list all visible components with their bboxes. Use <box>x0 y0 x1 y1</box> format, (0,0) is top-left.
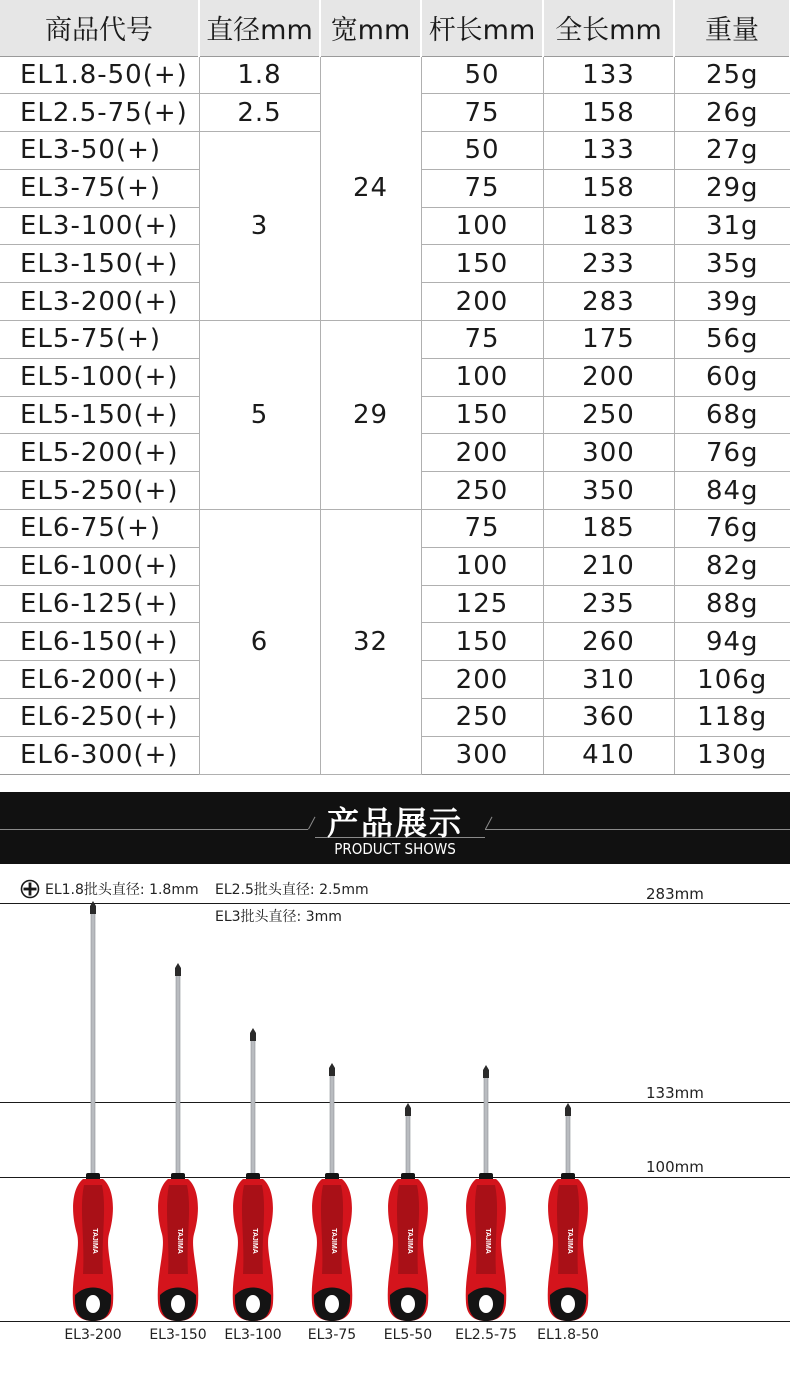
handle-brand-text: TAJIMA <box>330 1228 337 1254</box>
note-el18-diameter: EL1.8批头直径: 1.8mm <box>45 882 199 898</box>
screwdriver <box>466 1065 507 1321</box>
cell-model: EL6-150(+) <box>0 623 199 661</box>
phillips-tip <box>483 1065 489 1078</box>
product-showcase <box>0 864 790 1385</box>
cell-shaft-length: 75 <box>421 94 543 132</box>
table-row <box>0 510 790 548</box>
cell-weight: 27g <box>674 132 790 170</box>
phillips-tip <box>175 963 181 976</box>
cell-width: 29 <box>320 321 421 510</box>
cell-model: EL5-150(+) <box>0 396 199 434</box>
cell-shaft-length: 200 <box>421 283 543 321</box>
cell-diameter: 3 <box>199 132 320 321</box>
hang-hole <box>561 1295 575 1313</box>
length-label-283: 283mm <box>646 885 704 903</box>
handle-brand-text: TAJIMA <box>566 1228 573 1254</box>
cell-shaft-length: 250 <box>421 472 543 510</box>
cell-total-length: 283 <box>543 283 674 321</box>
cell-total-length: 133 <box>543 56 674 94</box>
cell-total-length: 233 <box>543 245 674 283</box>
screwdriver <box>388 1103 429 1321</box>
cell-diameter: 5 <box>199 321 320 510</box>
cell-model: EL6-300(+) <box>0 736 199 774</box>
handle-brand-text: TAJIMA <box>484 1228 491 1254</box>
phillips-tip <box>250 1028 256 1041</box>
tool-label: EL2.5-75 <box>455 1327 517 1343</box>
cell-weight: 76g <box>674 434 790 472</box>
cell-total-length: 185 <box>543 510 674 548</box>
screwdriver <box>73 901 114 1321</box>
screwdriver-lineup <box>0 864 790 1385</box>
cell-weight: 35g <box>674 245 790 283</box>
tool-label: EL3-75 <box>307 1327 357 1343</box>
cell-weight: 56g <box>674 321 790 359</box>
cell-shaft-length: 200 <box>421 661 543 699</box>
cell-model: EL6-125(+) <box>0 585 199 623</box>
cell-width: 32 <box>320 510 421 775</box>
tool-label: EL1.8-50 <box>537 1327 599 1343</box>
phillips-tip <box>565 1103 571 1116</box>
cell-shaft-length: 75 <box>421 321 543 359</box>
header-diameter: 直径mm <box>199 0 320 56</box>
cell-shaft-length: 150 <box>421 623 543 661</box>
tool-label: EL3-200 <box>64 1327 122 1343</box>
cell-weight: 130g <box>674 736 790 774</box>
cell-model: EL3-50(+) <box>0 132 199 170</box>
cell-model: EL3-100(+) <box>0 207 199 245</box>
banner-title: 产品展示 <box>326 804 463 842</box>
cell-shaft-length: 50 <box>421 56 543 94</box>
cell-total-length: 360 <box>543 699 674 737</box>
handle-brand-text: TAJIMA <box>176 1228 183 1254</box>
cell-weight: 118g <box>674 699 790 737</box>
cell-weight: 76g <box>674 510 790 548</box>
cell-shaft-length: 200 <box>421 434 543 472</box>
cell-diameter: 2.5 <box>199 94 320 132</box>
cell-model: EL3-200(+) <box>0 283 199 321</box>
cell-total-length: 183 <box>543 207 674 245</box>
header-shaft-length: 杆长mm <box>421 0 543 56</box>
cell-shaft-length: 75 <box>421 510 543 548</box>
cell-weight: 31g <box>674 207 790 245</box>
cell-total-length: 350 <box>543 472 674 510</box>
cell-weight: 60g <box>674 358 790 396</box>
cell-model: EL5-100(+) <box>0 358 199 396</box>
screwdriver-shaft <box>406 1114 410 1183</box>
phillips-tip <box>90 901 96 914</box>
cell-weight: 84g <box>674 472 790 510</box>
cell-weight: 29g <box>674 169 790 207</box>
screwdriver-shaft <box>91 912 95 1183</box>
length-label-133: 133mm <box>646 1084 704 1102</box>
cell-weight: 25g <box>674 56 790 94</box>
cell-total-length: 200 <box>543 358 674 396</box>
screwdriver-shaft <box>176 974 180 1183</box>
handle-brand-text: TAJIMA <box>91 1228 98 1254</box>
cell-weight: 88g <box>674 585 790 623</box>
cell-model: EL5-75(+) <box>0 321 199 359</box>
cell-shaft-length: 100 <box>421 358 543 396</box>
tool-label: EL3-100 <box>224 1327 282 1343</box>
screwdriver-shaft <box>251 1039 255 1183</box>
cell-total-length: 260 <box>543 623 674 661</box>
cell-total-length: 300 <box>543 434 674 472</box>
phillips-tip <box>405 1103 411 1116</box>
cell-model: EL6-100(+) <box>0 547 199 585</box>
cell-diameter: 1.8 <box>199 56 320 94</box>
cell-total-length: 310 <box>543 661 674 699</box>
handle-brand-text: TAJIMA <box>251 1228 258 1254</box>
hang-hole <box>401 1295 415 1313</box>
cell-model: EL1.8-50(+) <box>0 56 199 94</box>
cell-shaft-length: 125 <box>421 585 543 623</box>
product-banner <box>0 792 790 864</box>
cell-total-length: 410 <box>543 736 674 774</box>
header-total-length: 全长mm <box>543 0 674 56</box>
cell-weight: 94g <box>674 623 790 661</box>
cell-total-length: 235 <box>543 585 674 623</box>
header-model: 商品代号 <box>0 0 199 56</box>
header-width: 宽mm <box>320 0 421 56</box>
cell-total-length: 175 <box>543 321 674 359</box>
cell-model: EL2.5-75(+) <box>0 94 199 132</box>
cell-weight: 26g <box>674 94 790 132</box>
cell-shaft-length: 300 <box>421 736 543 774</box>
handle-brand-text: TAJIMA <box>406 1228 413 1254</box>
cell-weight: 39g <box>674 283 790 321</box>
cell-total-length: 133 <box>543 132 674 170</box>
cell-width: 24 <box>320 56 421 321</box>
screwdriver-shaft <box>566 1114 570 1183</box>
cell-diameter: 6 <box>199 510 320 775</box>
table-header-row <box>0 0 790 56</box>
screwdriver <box>158 963 199 1321</box>
cell-total-length: 210 <box>543 547 674 585</box>
cell-shaft-length: 75 <box>421 169 543 207</box>
cell-model: EL6-200(+) <box>0 661 199 699</box>
cell-model: EL6-75(+) <box>0 510 199 548</box>
note-el25-diameter: EL2.5批头直径: 2.5mm <box>215 882 369 898</box>
cell-shaft-length: 100 <box>421 547 543 585</box>
cell-weight: 68g <box>674 396 790 434</box>
hang-hole <box>171 1295 185 1313</box>
hang-hole <box>86 1295 100 1313</box>
cell-shaft-length: 50 <box>421 132 543 170</box>
tool-label: EL3-150 <box>149 1327 207 1343</box>
cell-total-length: 158 <box>543 169 674 207</box>
table-body <box>0 56 790 774</box>
banner-subtitle: PRODUCT SHOWS <box>334 840 456 858</box>
screwdriver-shaft <box>330 1074 334 1183</box>
screwdriver-shaft <box>484 1076 488 1183</box>
cell-total-length: 250 <box>543 396 674 434</box>
cell-model: EL5-200(+) <box>0 434 199 472</box>
hang-hole <box>325 1295 339 1313</box>
screwdriver <box>312 1063 353 1321</box>
hang-hole <box>479 1295 493 1313</box>
cell-shaft-length: 250 <box>421 699 543 737</box>
tool-label: EL5-50 <box>383 1327 433 1343</box>
cell-shaft-length: 150 <box>421 396 543 434</box>
cell-shaft-length: 150 <box>421 245 543 283</box>
cell-weight: 82g <box>674 547 790 585</box>
cell-weight: 106g <box>674 661 790 699</box>
length-label-100: 100mm <box>646 1158 704 1176</box>
hang-hole <box>246 1295 260 1313</box>
cell-model: EL3-75(+) <box>0 169 199 207</box>
cell-model: EL6-250(+) <box>0 699 199 737</box>
table-row <box>0 321 790 359</box>
cell-shaft-length: 100 <box>421 207 543 245</box>
table-row <box>0 56 790 94</box>
header-weight: 重量 <box>674 0 790 56</box>
screwdriver <box>548 1103 589 1321</box>
screwdriver <box>233 1028 274 1321</box>
phillips-tip <box>329 1063 335 1076</box>
cell-model: EL5-250(+) <box>0 472 199 510</box>
cell-total-length: 158 <box>543 94 674 132</box>
cell-model: EL3-150(+) <box>0 245 199 283</box>
note-el3-diameter: EL3批头直径: 3mm <box>215 909 342 925</box>
